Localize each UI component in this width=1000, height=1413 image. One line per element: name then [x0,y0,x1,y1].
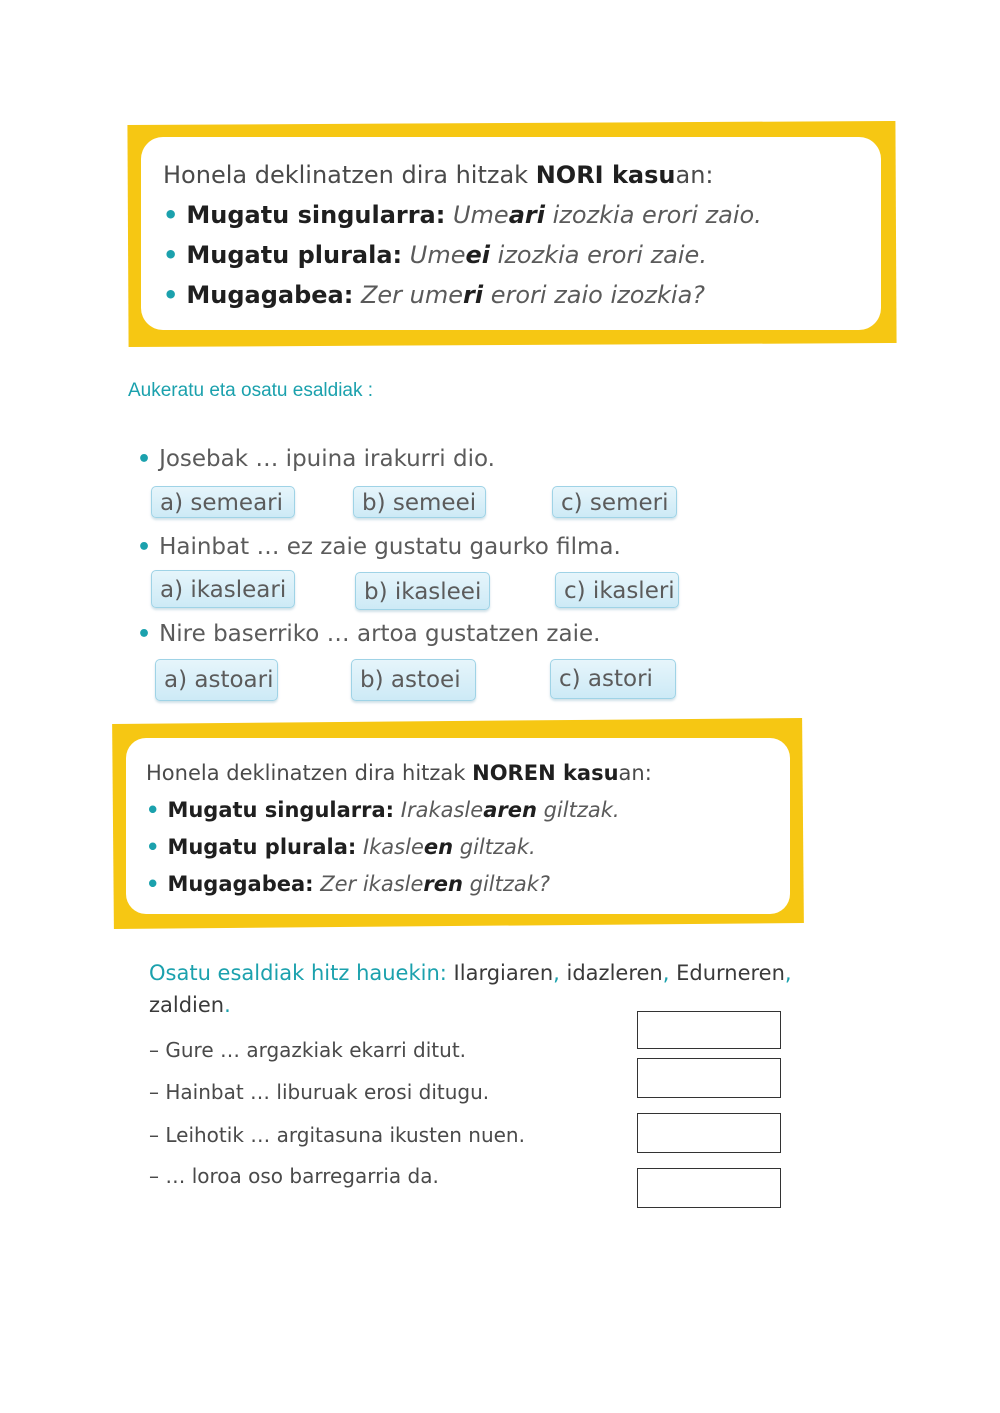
answer-input-4[interactable] [637,1168,781,1208]
sentence-4: – … loroa oso barregarria da. [149,1164,439,1188]
question-2: • Hainbat … ez zaie gustatu gaurko filma. [137,534,621,560]
question-3: • Nire baserriko … artoa gustatzen zaie. [137,621,601,647]
rule-indefinite: • Mugagabea: Zer ikasleren giltzak? [146,872,551,896]
bullet-icon: • [137,622,152,647]
rule-plural: • Mugatu plurala: Ikasleen giltzak. [146,835,536,859]
option-3c[interactable]: c) astori [550,659,676,699]
bullet-icon: • [163,281,179,309]
option-2c[interactable]: c) ikasleri [555,572,679,608]
bullet-icon: • [163,201,179,229]
question-1: • Josebak … ipuina irakurri dio. [137,446,495,472]
bullet-icon: • [146,872,160,896]
box-intro: Honela deklinatzen dira hitzak NOREN kasuan: [146,761,652,785]
bullet-icon: • [137,535,152,560]
rule-plural: • Mugatu plurala: Umeei izozkia erori zaie. [163,241,707,269]
rule-singular: • Mugatu singularra: Irakaslearen giltzak. [146,798,620,822]
rule-indefinite: • Mugagabea: Zer umeri erori zaio izozkia? [163,281,706,309]
option-2a[interactable]: a) ikasleari [151,570,295,608]
option-2b[interactable]: b) ikasleei [355,572,490,610]
sentence-1: – Gure … argazkiak ekarri ditut. [149,1038,467,1062]
rule-singular: • Mugatu singularra: Umeari izozkia erori zaio. [163,201,762,229]
option-3a[interactable]: a) astoari [155,659,278,701]
exercise1-instruction: Aukeratu eta osatu esaldiak : [128,380,374,401]
sentence-2: – Hainbat … liburuak erosi ditugu. [149,1080,490,1104]
box-content [146,755,652,903]
option-1a[interactable]: a) semeari [151,486,295,518]
bullet-icon: • [146,835,160,859]
sentence-3: – Leihotik … argitasuna ikusten nuen. [149,1123,525,1147]
bullet-icon: • [146,798,160,822]
answer-input-2[interactable] [637,1058,781,1098]
bullet-icon: • [163,241,179,269]
bullet-icon: • [137,447,152,472]
box-content [163,155,762,315]
box-intro: Honela deklinatzen dira hitzak NORI kasuan: [163,161,714,189]
option-1b[interactable]: b) semeei [353,486,486,518]
answer-input-1[interactable] [637,1011,781,1049]
exercise2-instruction: Osatu esaldiak hitz hauekin: Ilargiaren, idazleren, Edurneren, zaldien. [149,961,792,1017]
option-1c[interactable]: c) semeri [552,486,677,518]
option-3b[interactable]: b) astoei [351,659,476,701]
answer-input-3[interactable] [637,1113,781,1153]
